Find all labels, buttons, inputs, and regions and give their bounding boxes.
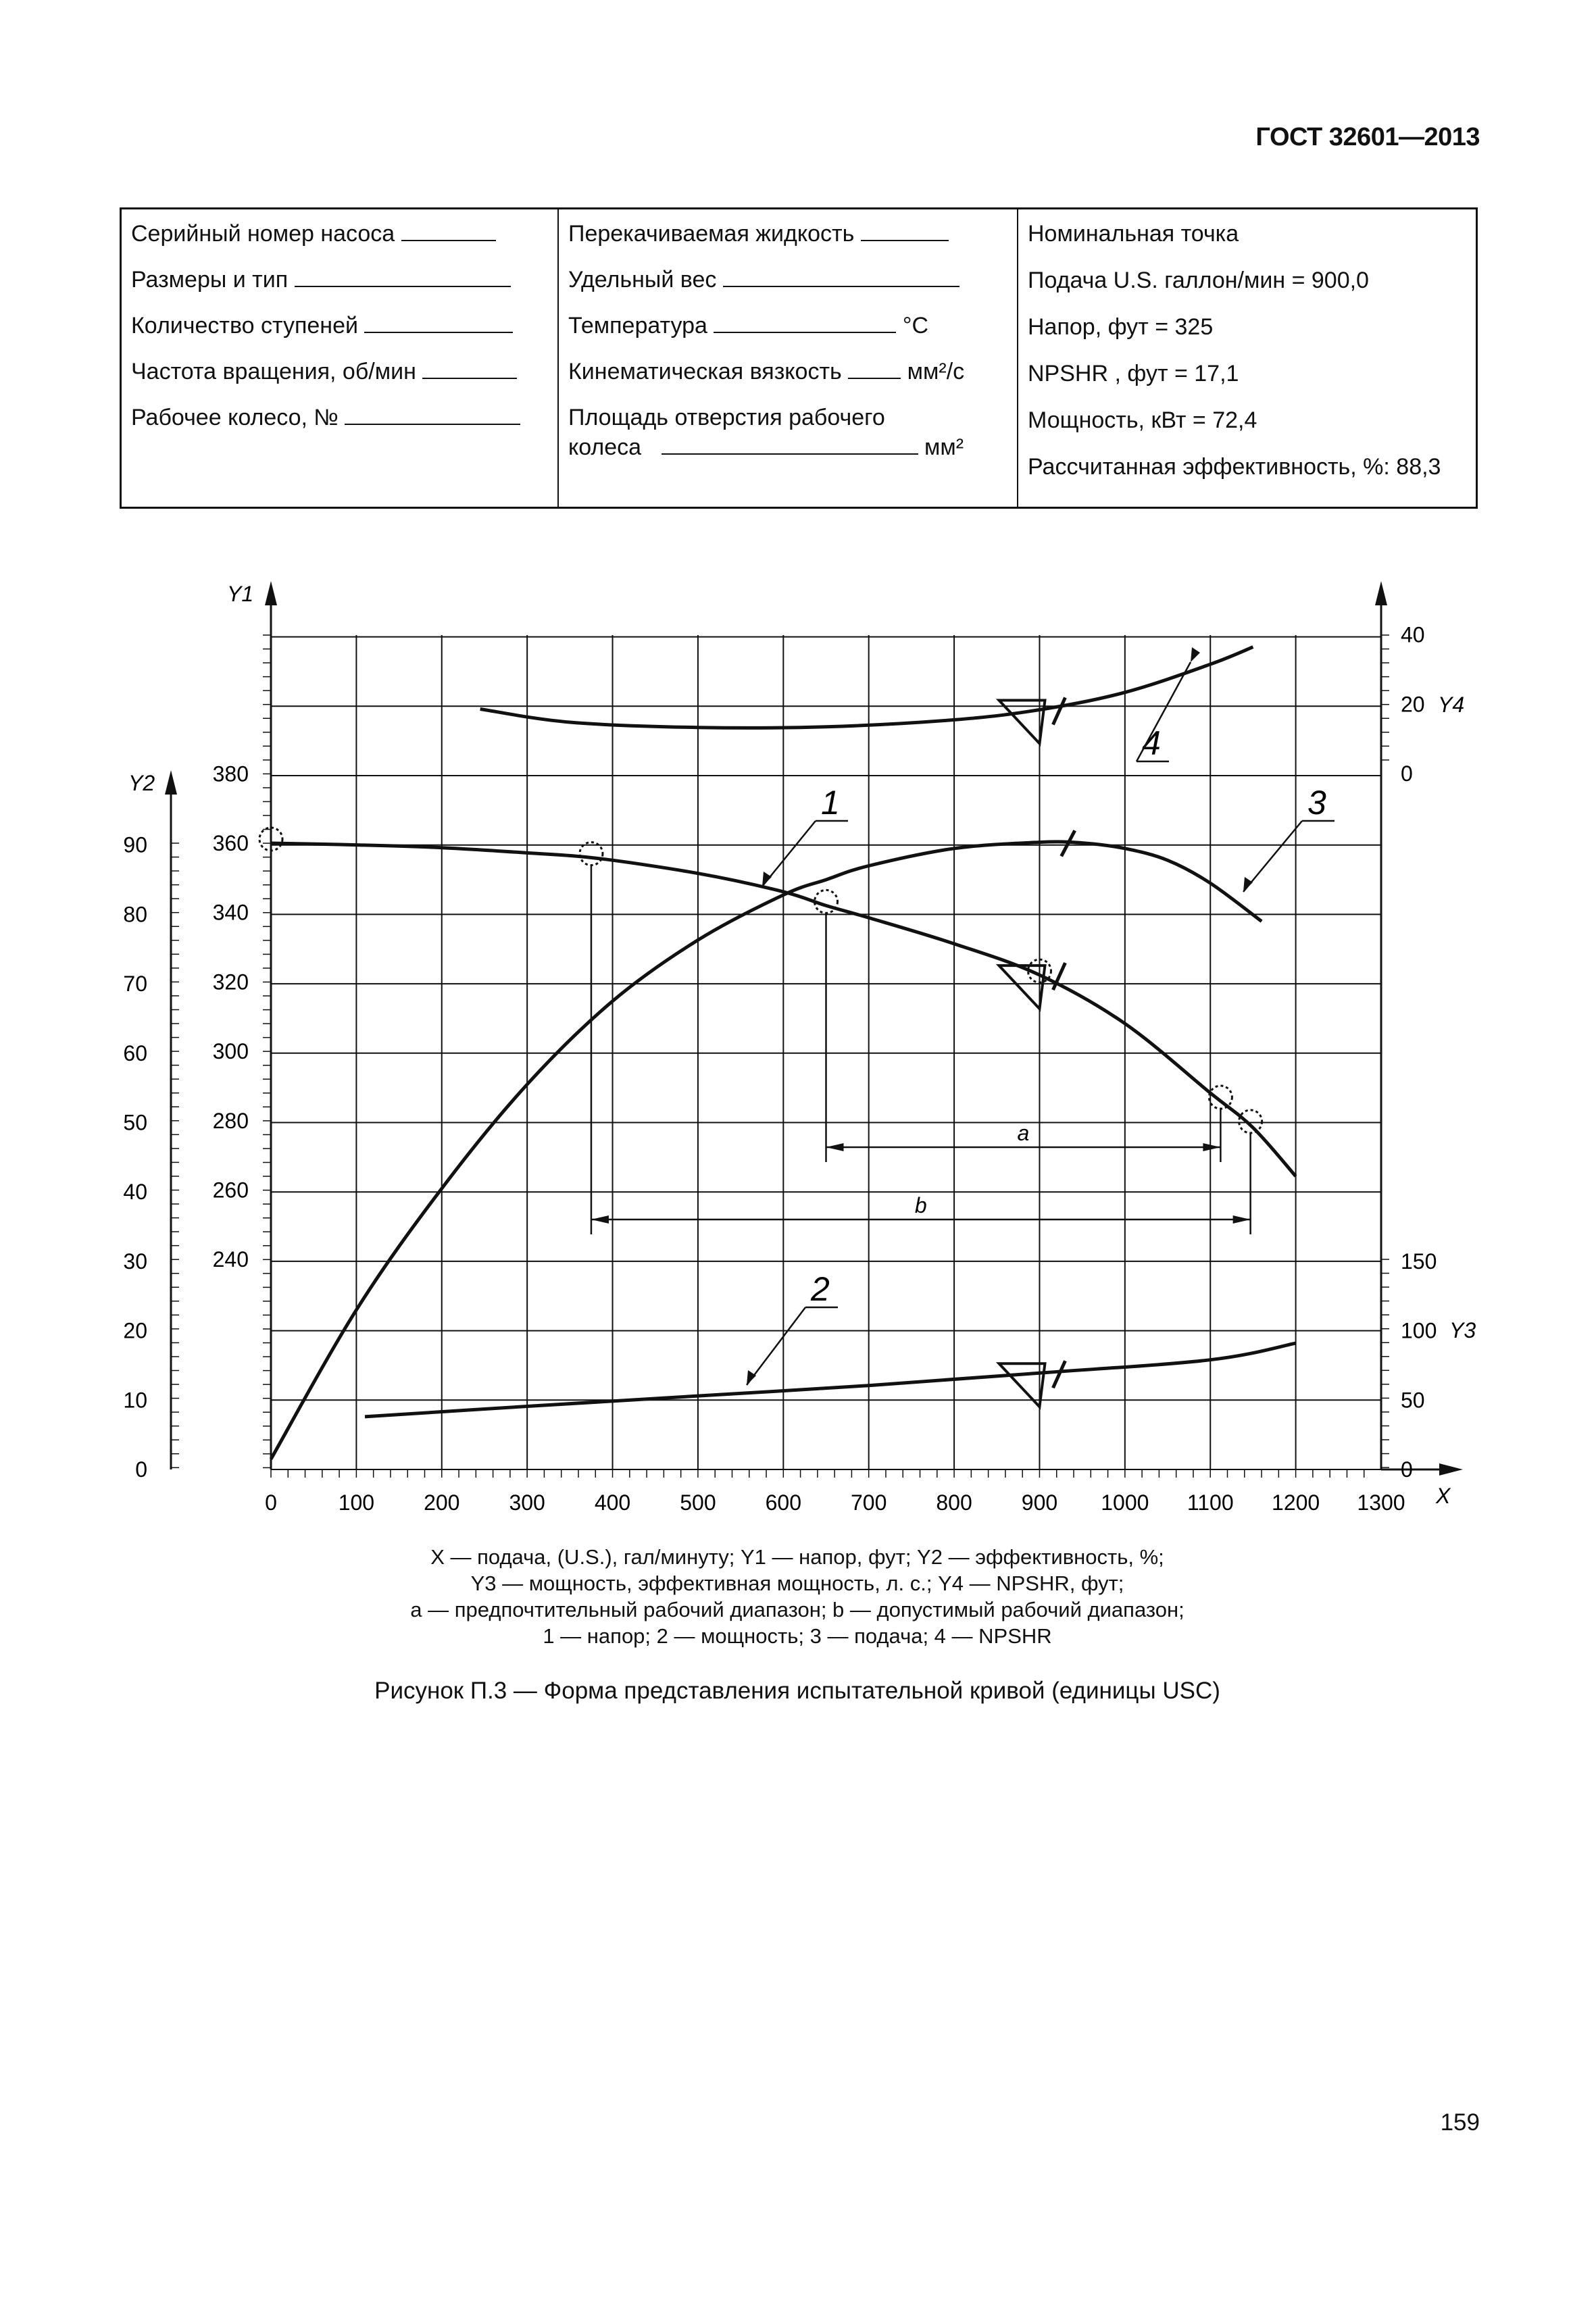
y2-axis-label: Y2 xyxy=(128,771,155,795)
x-tick-label: 800 xyxy=(936,1490,972,1515)
callout-3-leader xyxy=(1243,821,1302,892)
caption-line4: 1 — напор; 2 — мощность; 3 — подача; 4 — NPSHR xyxy=(543,1624,1052,1648)
caption-line2: Y3 — мощность, эффективная мощность, л. с.; Y4 — NPSHR, фут; xyxy=(470,1571,1124,1595)
callout-4-number: 4 xyxy=(1142,724,1161,762)
callout-4-leader-arrow xyxy=(1191,647,1200,662)
operating-point-marker xyxy=(1239,1110,1262,1133)
temperature-unit: °C xyxy=(902,313,928,338)
npshr-curve xyxy=(480,647,1253,728)
impeller-label: Рабочее колесо, № xyxy=(131,405,339,430)
rated-head: Напор, фут = 325 xyxy=(1028,314,1214,340)
x-tick-label: 300 xyxy=(509,1490,545,1515)
allowable-range-label: b xyxy=(914,1193,927,1217)
area-label-line2: колеса xyxy=(568,434,642,460)
stages-label: Количество ступеней xyxy=(131,313,358,338)
rated-point-triangle xyxy=(999,965,1045,1009)
figure-title: Рисунок П.3 — Форма представления испытательной кривой (единицы USC) xyxy=(374,1678,1220,1704)
rated-flow: Подача U.S. галлон/мин = 900,0 xyxy=(1028,268,1369,293)
y4-tick-label: 20 xyxy=(1401,692,1425,717)
x-tick-label: 500 xyxy=(680,1490,716,1515)
y4-axis-label: Y4 xyxy=(1438,693,1465,717)
y1-tick-label: 320 xyxy=(212,970,249,995)
speed-label: Частота вращения, об/мин xyxy=(131,359,416,384)
caption-line1: X — подача, (U.S.), гал/минуту; Y1 — напор, фут; Y2 — эффективность, %; xyxy=(430,1545,1164,1569)
rated-power: Мощность, кВт = 72,4 xyxy=(1028,407,1257,433)
area-label-line1: Площадь отверстия рабочего xyxy=(568,405,885,430)
rated-point-title: Номинальная точка xyxy=(1028,221,1239,247)
y1-tick-label: 260 xyxy=(212,1178,249,1203)
area-unit: мм² xyxy=(924,434,964,460)
y1-tick-label: 300 xyxy=(212,1039,249,1064)
y2-tick-label: 40 xyxy=(123,1180,147,1205)
size-type-label: Размеры и тип xyxy=(131,267,289,293)
y1-tick-label: 360 xyxy=(212,831,249,855)
y1-tick-label: 340 xyxy=(212,900,249,925)
preferred-range-label: a xyxy=(1017,1121,1030,1145)
x-tick-label: 600 xyxy=(765,1490,802,1515)
x-tick-label: 1200 xyxy=(1272,1490,1320,1515)
x-tick-label: 400 xyxy=(594,1490,631,1515)
y4-tick-label: 0 xyxy=(1401,761,1413,786)
y1-tick-label: 240 xyxy=(212,1247,249,1272)
rated-npshr: NPSHR , фут = 17,1 xyxy=(1028,361,1239,386)
y3-tick-label: 150 xyxy=(1401,1249,1437,1274)
x-tick-label: 1100 xyxy=(1187,1490,1234,1515)
x-axis-label: X xyxy=(1436,1484,1451,1508)
y3-y4-axis-arrow xyxy=(1375,581,1387,605)
y4-tick-label: 40 xyxy=(1401,622,1425,647)
y1-tick-label: 380 xyxy=(212,761,249,786)
page-number: 159 xyxy=(1440,2109,1480,2136)
callout-2-leader-arrow xyxy=(747,1370,756,1385)
x-axis-arrow xyxy=(1439,1463,1463,1476)
callout-1-number: 1 xyxy=(821,784,840,822)
x-tick-label: 200 xyxy=(424,1490,460,1515)
y1-tick-label: 280 xyxy=(212,1108,249,1133)
temperature-label: Температура xyxy=(568,313,707,338)
y1-axis-label: Y1 xyxy=(227,582,254,606)
y2-tick-label: 60 xyxy=(123,1040,147,1065)
preferred-range-arrow-right xyxy=(1203,1143,1220,1151)
gravity-label: Удельный вес xyxy=(568,267,717,293)
callout-3-number: 3 xyxy=(1307,784,1326,822)
x-tick-label: 100 xyxy=(338,1490,375,1515)
rated-point-slash xyxy=(1053,1361,1065,1388)
callout-2-leader xyxy=(747,1307,805,1385)
callout-3-leader-arrow xyxy=(1243,877,1253,892)
y1-axis-arrow xyxy=(265,581,277,605)
y2-axis-arrow xyxy=(165,770,177,795)
power-curve xyxy=(365,1343,1296,1417)
viscosity-label: Кинематическая вязкость xyxy=(568,359,842,384)
y2-tick-label: 70 xyxy=(123,972,147,997)
rated-point-slash xyxy=(1053,698,1065,725)
callout-4-leader xyxy=(1137,662,1191,761)
y3-tick-label: 50 xyxy=(1401,1388,1425,1413)
y3-tick-label: 0 xyxy=(1401,1457,1413,1482)
x-tick-label: 700 xyxy=(850,1490,887,1515)
y2-tick-label: 50 xyxy=(123,1110,147,1135)
document-header: ГОСТ 32601—2013 xyxy=(1255,123,1480,151)
rated-efficiency: Рассчитанная эффективность, %: 88,3 xyxy=(1028,454,1441,480)
y3-tick-label: 100 xyxy=(1401,1318,1437,1343)
x-tick-label: 900 xyxy=(1021,1490,1058,1515)
liquid-label: Перекачиваемая жидкость xyxy=(568,221,855,247)
allowable-range-arrow-left xyxy=(591,1215,609,1224)
y2-tick-label: 10 xyxy=(123,1388,147,1413)
y3-axis-label: Y3 xyxy=(1449,1318,1476,1342)
y2-tick-label: 80 xyxy=(123,902,147,927)
y2-tick-label: 30 xyxy=(123,1249,147,1274)
allowable-range-arrow-right xyxy=(1233,1215,1251,1224)
x-tick-label: 1300 xyxy=(1357,1490,1405,1515)
callout-1-leader-arrow xyxy=(762,872,772,886)
y2-tick-label: 20 xyxy=(123,1318,147,1343)
caption-line3: a — предпочтительный рабочий диапазон; b — допустимый рабочий диапазон; xyxy=(410,1598,1184,1621)
preferred-range-arrow-left xyxy=(826,1143,844,1151)
x-tick-label: 1000 xyxy=(1101,1490,1149,1515)
serial-number-label: Серийный номер насоса xyxy=(131,221,395,247)
y2-tick-label: 0 xyxy=(135,1457,147,1482)
callout-2-number: 2 xyxy=(811,1270,830,1308)
x-tick-label: 0 xyxy=(265,1490,277,1515)
viscosity-unit: мм²/с xyxy=(907,359,965,384)
y2-tick-label: 90 xyxy=(123,832,147,857)
